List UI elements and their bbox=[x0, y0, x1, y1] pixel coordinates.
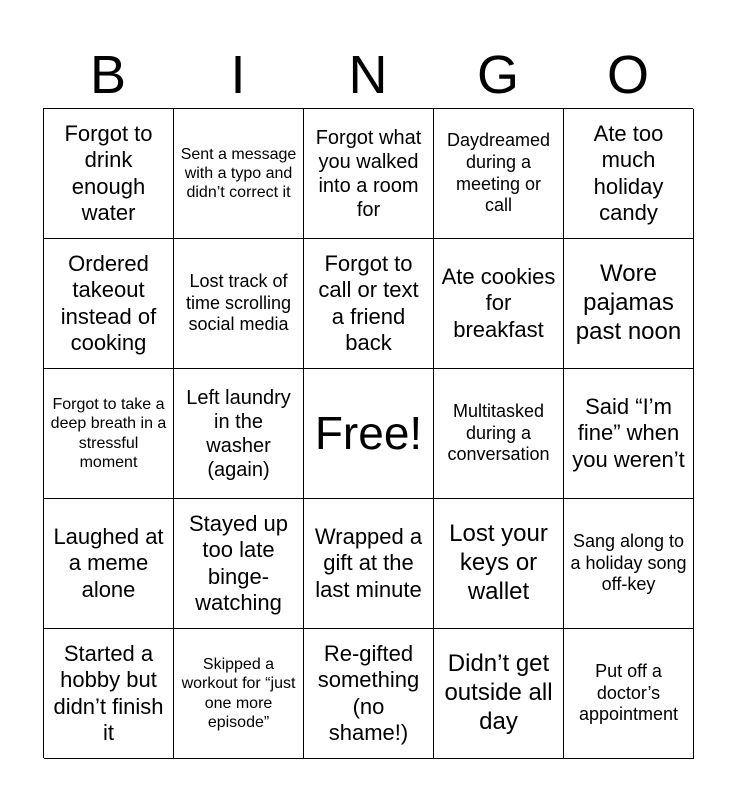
cell-text: Sang along to a holiday song off-key bbox=[570, 531, 687, 595]
cell-text: Wrapped a gift at the last minute bbox=[314, 523, 423, 602]
cell-text: Didn’t get outside all day bbox=[444, 650, 553, 735]
cell-text: Wore pajamas past noon bbox=[575, 260, 682, 345]
cell-text: Lost track of time scrolling social media bbox=[185, 271, 292, 335]
cell-text: Forgot to call or text a friend back bbox=[318, 250, 419, 355]
cell-text: Ate too much holiday candy bbox=[593, 120, 664, 225]
bingo-cell-r1c3[interactable] bbox=[304, 109, 434, 239]
bingo-cell-r4c2[interactable] bbox=[174, 499, 304, 629]
cell-text: Lost your keys or wallet bbox=[449, 520, 548, 605]
cell-text: Forgot to drink enough water bbox=[64, 120, 153, 225]
bingo-cell-r5c2[interactable] bbox=[174, 629, 304, 759]
header-letter-b: B bbox=[89, 45, 127, 105]
bingo-cell-r3c1[interactable] bbox=[44, 369, 174, 499]
cell-text: Forgot what you walked into a room for bbox=[315, 126, 422, 221]
bingo-cell-r5c1[interactable] bbox=[44, 629, 174, 759]
cell-text: Skipped a workout for “just one more episode” bbox=[181, 656, 296, 731]
free-space-text: Free! bbox=[314, 406, 423, 459]
cell-text: Sent a message with a typo and didn’t correct it bbox=[180, 145, 297, 202]
cell-text: Said “I’m fine” when you weren’t bbox=[572, 393, 685, 472]
header-letter-g: G bbox=[476, 45, 519, 105]
bingo-cell-r4c5[interactable] bbox=[564, 499, 694, 629]
cell-text: Laughed at a meme alone bbox=[53, 523, 164, 602]
bingo-cell-r5c5[interactable] bbox=[564, 629, 694, 759]
cell-text: Stayed up too late binge-watching bbox=[188, 510, 289, 615]
bingo-cell-r3c4[interactable] bbox=[434, 369, 564, 499]
header-letter-n: N bbox=[348, 45, 388, 105]
header-letter-i: I bbox=[230, 45, 246, 105]
bingo-cell-free[interactable] bbox=[304, 369, 434, 499]
cell-text: Daydreamed during a meeting or call bbox=[446, 130, 551, 216]
header-letter-o: O bbox=[606, 45, 649, 105]
cell-text: Started a hobby but didn’t finish it bbox=[53, 640, 164, 745]
cell-text: Ordered takeout instead of cooking bbox=[60, 250, 157, 355]
bingo-cell-r2c4[interactable] bbox=[434, 239, 564, 369]
bingo-cell-r1c5[interactable] bbox=[564, 109, 694, 239]
bingo-cell-r2c3[interactable] bbox=[304, 239, 434, 369]
bingo-board bbox=[43, 108, 693, 758]
bingo-cell-r4c3[interactable] bbox=[304, 499, 434, 629]
bingo-cell-r3c2[interactable] bbox=[174, 369, 304, 499]
bingo-cell-r4c1[interactable] bbox=[44, 499, 174, 629]
bingo-cell-r3c5[interactable] bbox=[564, 369, 694, 499]
bingo-cell-r4c4[interactable] bbox=[434, 499, 564, 629]
bingo-cell-r5c3[interactable] bbox=[304, 629, 434, 759]
cell-text: Multitasked during a conversation bbox=[447, 401, 550, 465]
bingo-header bbox=[43, 42, 693, 108]
bingo-cell-r1c4[interactable] bbox=[434, 109, 564, 239]
cell-text: Forgot to take a deep breath in a stressful moment bbox=[50, 396, 167, 471]
bingo-cell-r2c1[interactable] bbox=[44, 239, 174, 369]
bingo-cell-r1c1[interactable] bbox=[44, 109, 174, 239]
cell-text: Ate cookies for breakfast bbox=[441, 263, 556, 342]
bingo-cell-r5c4[interactable] bbox=[434, 629, 564, 759]
cell-text: Left laundry in the washer (again) bbox=[186, 386, 291, 481]
cell-text: Put off a doctor’s appointment bbox=[578, 661, 679, 725]
cell-text: Re-gifted something (no shame!) bbox=[317, 640, 420, 745]
bingo-cell-r1c2[interactable] bbox=[174, 109, 304, 239]
bingo-cell-r2c5[interactable] bbox=[564, 239, 694, 369]
bingo-cell-r2c2[interactable] bbox=[174, 239, 304, 369]
